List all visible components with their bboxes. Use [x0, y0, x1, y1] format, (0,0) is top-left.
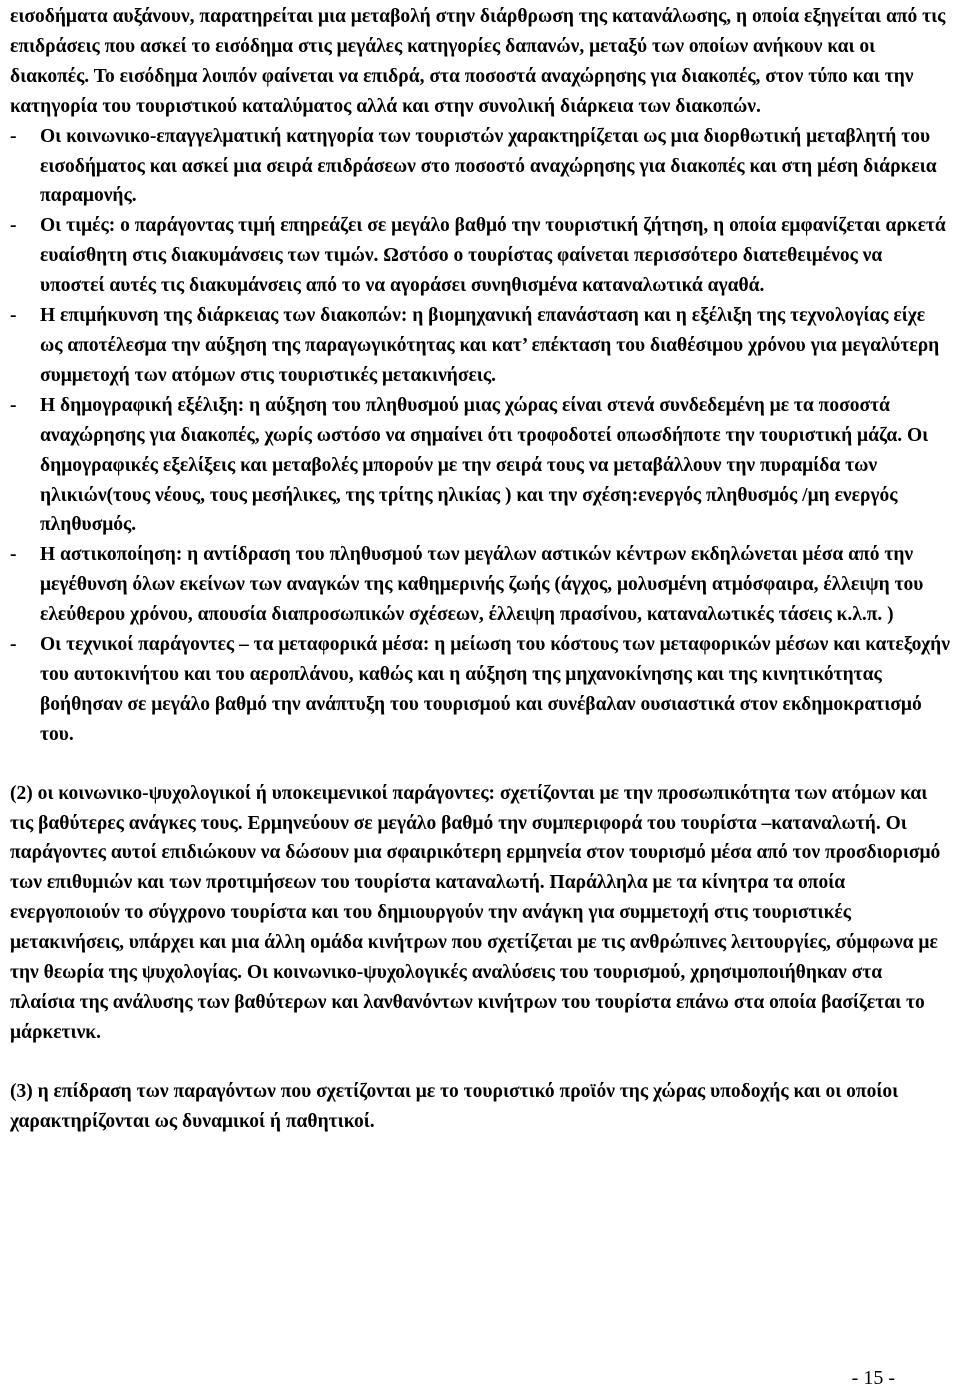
list-item	[10, 540, 950, 630]
bullet-dash: -	[10, 305, 17, 327]
spacer	[10, 750, 950, 779]
page-number: - 15 -	[851, 1367, 895, 1389]
bullet-dash: -	[10, 125, 17, 147]
spacer	[10, 1048, 950, 1077]
bullet-dash: -	[10, 544, 17, 566]
list-item	[10, 211, 950, 301]
list-item-text: Η δημογραφική εξέλιξη: η αύξηση του πληθυσμού μιας χώρας είναι στενά συνδεδεμένη με τα ποσοστά αναχώρησης για διακοπές, χωρίς ωστόσο να σημαίνει ότι τροφοδοτεί οπωσδήποτε την τουριστική μάζα. Οι δημογραφικές εξελίξεις και μεταβολές μπορούν με την σειρά τους να μεταβάλλουν την πυραμίδα των ηλικιών(τους νέους, τους μεσήλικες, της τρίτης ηλικίας ) και την σχέση:ενεργός πληθυσμός /μη ενεργός πληθυσμός.	[40, 394, 929, 536]
section-3-paragraph: (3) η επίδραση των παραγόντων που σχετίζονται με το τουριστικό προϊόν της χώρας υποδοχής και οι οποίοι χαρακτηρίζονται ως δυναμικοί ή παθητικοί.	[10, 1080, 899, 1132]
bullet-dash: -	[10, 634, 17, 656]
list-item	[10, 391, 950, 541]
list-item	[10, 122, 950, 212]
list-item	[10, 301, 950, 391]
list-item-text: Οι τιμές: ο παράγοντας τιμή επηρεάζει σε μεγάλο βαθμό την τουριστική ζήτηση, η οποία εμφανίζεται αρκετά ευαίσθητη στις διακυμάνσεις των τιμών. Ωστόσο ο τουρίστας φαίνεται περισσότερο διατεθειμένος να υποστεί αυτές τις διακυμάνσεις από το να αγοράσει συνηθισμένα καταναλωτικά αγαθά.	[40, 215, 946, 297]
list-item	[10, 630, 950, 750]
bullet-dash: -	[10, 394, 17, 416]
section-2-paragraph: (2) οι κοινωνικο-ψυχολογικοί ή υποκειμενικοί παράγοντες: σχετίζονται με την προσωπικότητα των ατόμων και τις βαθύτερες ανάγκες τους. Ερμηνεύουν σε μεγάλο βαθμό την συμπεριφορά του τουρίστα –καταναλωτή. Οι παράγοντες αυτοί επιδιώκουν να δώσουν μια σφαιρικότερη ερμηνεία στον τουρισμό μέσα από τον προσδιορισμό των επιθυμιών και των προτιμήσεων του τουρίστα καταναλωτή. Παράλληλα με τα κίνητρα τα οποία ενεργοποιούν το σύγχρονο τουρίστα και του δημιουργούν την ανάγκη για συμμετοχή στις τουριστικές μετακινήσεις, υπάρχει και μια άλλη ομάδα κινήτρων που σχετίζεται με τις ανθρώπινες λειτουργίες, σύμφωνα με την θεωρία της ψυχολογίας. Οι κοινωνικο-ψυχολογικές αναλύσεις του τουρισμού, χρησιμοποιήθηκαν στα πλαίσια της ανάλυσης των βαθύτερων και λανθανόντων κινήτρων του τουρίστα επάνω στα οποία βασίζεται το μάρκετινκ.	[10, 782, 941, 1043]
list-item-text: Η επιμήκυνση της διάρκειας των διακοπών: η βιομηχανική επανάσταση και η εξέλιξη της τεχνολογίας είχε ως αποτέλεσμα την αύξηση της παραγωγικότητας και κατ’ επέκταση του διαθέσιμου χρόνου για μεγαλύτερη συμμετοχή των ατόμων στις τουριστικές μετακινήσεις.	[40, 305, 940, 386]
list-item-text: Οι κοινωνικο-επαγγελματική κατηγορία των τουριστών χαρακτηρίζεται ως μια διορθωτική μεταβλητή του εισοδήματος και ασκεί μια σειρά επιδράσεων στο ποσοστό αναχώρησης για διακοπές και στη μέση διάρκεια παραμονής.	[40, 125, 937, 207]
document-page	[10, 2, 950, 1137]
list-item-text: Οι τεχνικοί παράγοντες – τα μεταφορικά μέσα: η μείωση του κόστους των μεταφορικών μέσων και κατεξοχήν του αυτοκινήτου και του αεροπλάνου, καθώς και η αύξηση της μηχανοκίνησης και της κινητικότητας βοήθησαν σε μεγάλο βαθμό την ανάπτυξη του τουρισμού και συνέβαλαν ουσιαστικά στον εκδημοκρατισμό του.	[40, 634, 950, 745]
intro-paragraph: εισοδήματα αυξάνουν, παρατηρείται μια μεταβολή στην διάρθρωση της κατανάλωσης, η οποία εξηγείται από τις επιδράσεις που ασκεί το εισόδημα στις μεγάλες κατηγορίες δαπανών, μεταξύ των οποίων ανήκουν και οι διακοπές. Το εισόδημα λοιπόν φαίνεται να επιδρά, στα ποσοστά αναχώρησης για διακοπές, στον τύπο και την κατηγορία του τουριστικού καταλύματος αλλά και στην συνολική διάρκεια των διακοπών.	[10, 6, 946, 117]
list-item-text: Η αστικοποίηση: η αντίδραση του πληθυσμού των μεγάλων αστικών κέντρων εκδηλώνεται μέσα από την μεγέθυνση όλων εκείνων των αναγκών της καθημερινής ζωής (άγχος, μολυσμένη ατμόσφαιρα, έλλειψη του ελεύθερου χρόνου, απουσία διαπροσωπικών σχέσεων, έλλειψη πρασίνου, καταναλωτικές τάσεις κ.λ.π. )	[40, 544, 924, 626]
factor-list	[10, 122, 950, 750]
bullet-dash: -	[10, 215, 17, 237]
